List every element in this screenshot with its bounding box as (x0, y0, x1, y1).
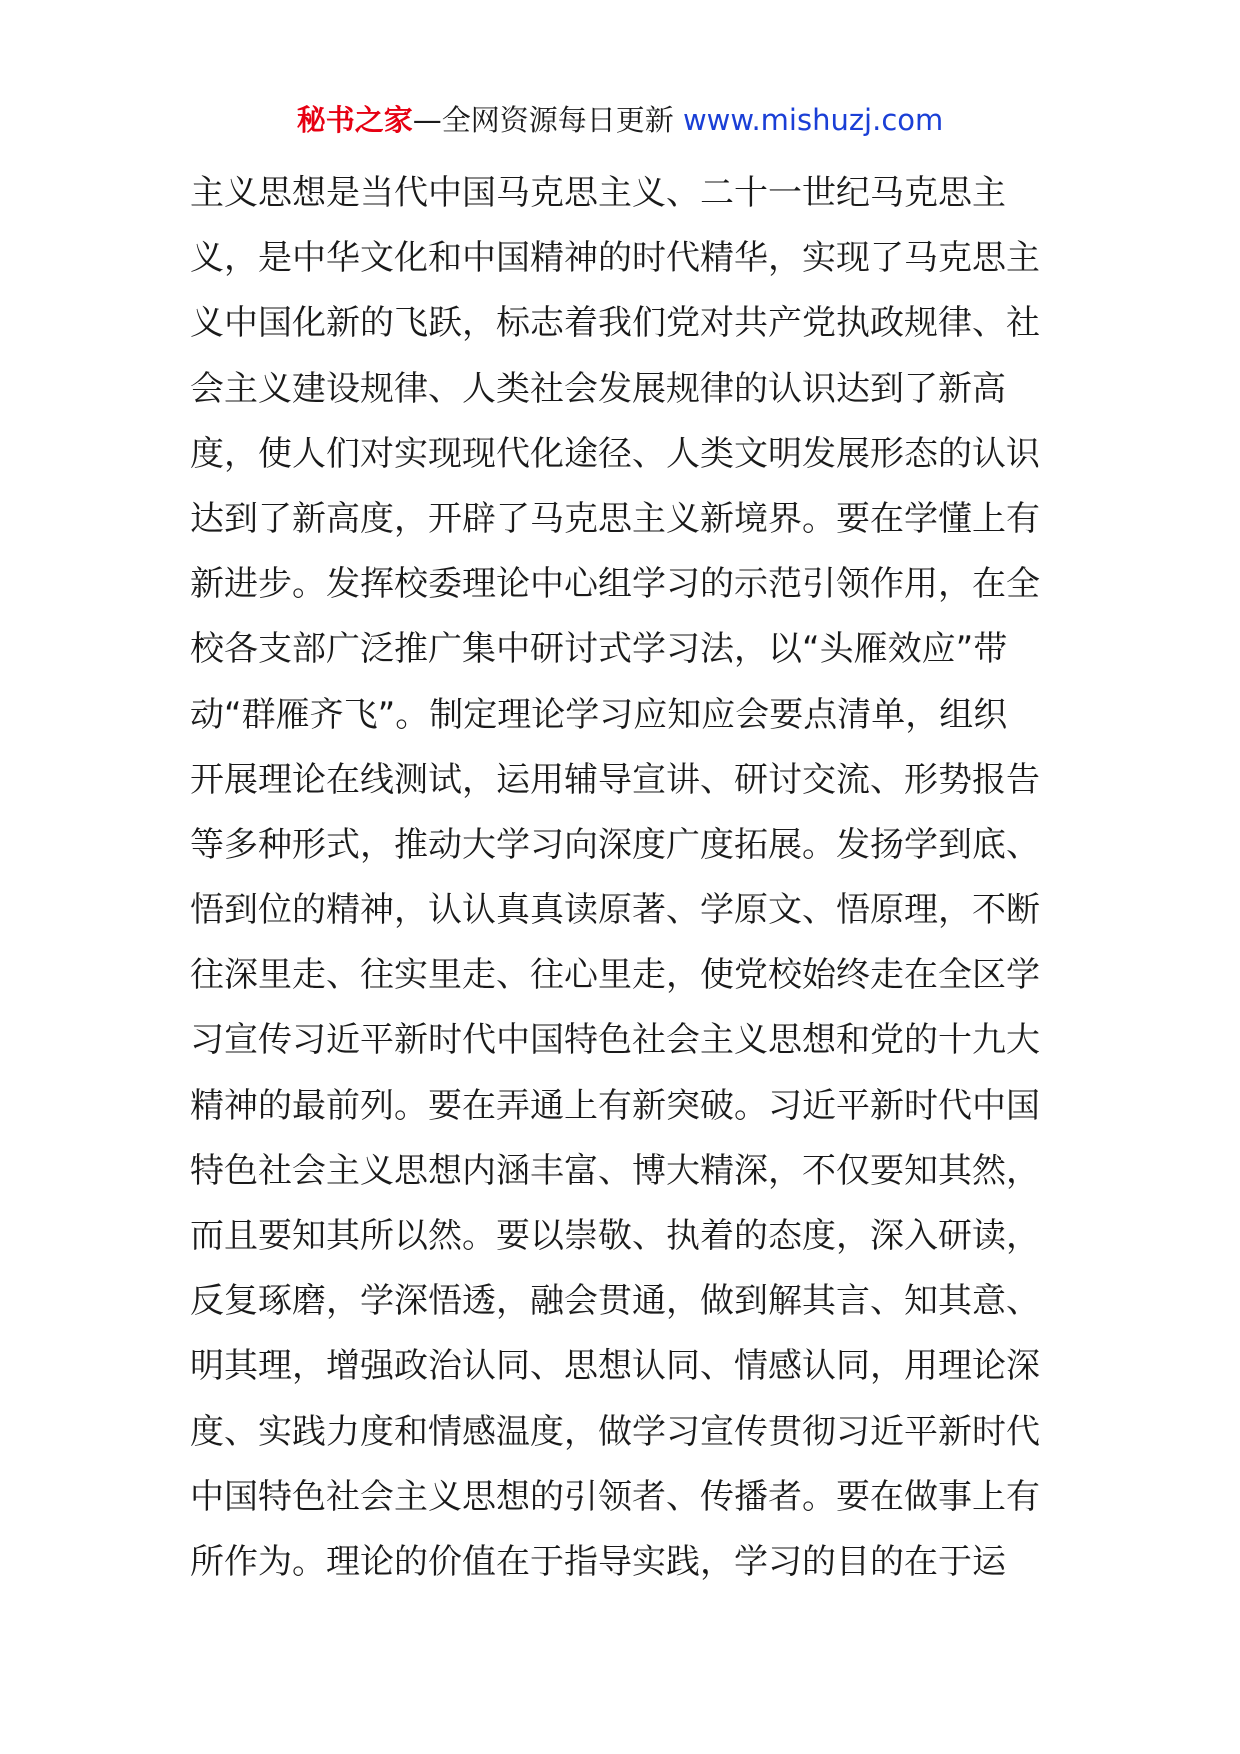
text-line: 度、实践力度和情感温度，做学习宣传贯彻习近平新时代 (190, 1411, 1040, 1452)
text-line: 义，是中华文化和中国精神的时代精华，实现了马克思主 (190, 238, 1040, 279)
header-tagline: —全网资源每日更新 (412, 103, 674, 137)
text-line: 悟到位的精神，认认真真读原著、学原文、悟原理，不断 (190, 890, 1040, 931)
text-line: 新进步。发挥校委理论中心组学习的示范引领作用，在全 (190, 564, 1040, 605)
text-line: 等多种形式，推动大学习向深度广度拓展。发扬学到底、 (190, 824, 1040, 865)
text-line: 明其理，增强政治认同、思想认同、情感认同，用理论深 (190, 1346, 1040, 1387)
text-line: 度，使人们对实现现代化途径、人类文明发展形态的认识 (190, 433, 1040, 474)
text-line: 开展理论在线测试，运用辅导宣讲、研讨交流、形势报告 (190, 759, 1040, 800)
site-url-link[interactable]: www.mishuzj.com (682, 103, 944, 137)
text-line: 特色社会主义思想内涵丰富、博大精深，不仅要知其然， (190, 1150, 1040, 1191)
text-line: 动“群雁齐飞”。制定理论学习应知应会要点清单，组织 (190, 694, 1008, 735)
body-paragraph (190, 161, 1050, 1595)
text-line: 精神的最前列。要在弄通上有新突破。习近平新时代中国 (190, 1085, 1040, 1126)
text-line: 主义思想是当代中国马克思主义、二十一世纪马克思主 (190, 173, 1006, 213)
text-line: 习宣传习近平新时代中国特色社会主义思想和党的十九大 (190, 1020, 1040, 1061)
text-line: 义中国化新的飞跃，标志着我们党对共产党执政规律、社 (190, 303, 1040, 344)
text-line: 而且要知其所以然。要以崇敬、执着的态度，深入研读， (190, 1216, 1040, 1256)
text-line: 会主义建设规律、人类社会发展规律的认识达到了新高 (190, 368, 1006, 409)
text-line: 达到了新高度，开辟了马克思主义新境界。要在学懂上有 (190, 498, 1040, 539)
page-header (0, 100, 1240, 140)
text-line: 反复琢磨，学深悟透，融会贯通，做到解其言、知其意、 (190, 1281, 1040, 1322)
brand-name: 秘书之家 (296, 103, 413, 137)
text-line: 中国特色社会主义思想的引领者、传播者。要在做事上有 (190, 1476, 1040, 1517)
text-line: 校各支部广泛推广集中研讨式学习法，以“头雁效应”带 (190, 629, 1008, 670)
text-line: 往深里走、往实里走、往心里走，使党校始终走在全区学 (190, 955, 1040, 996)
text-line: 所作为。理论的价值在于指导实践，学习的目的在于运 (190, 1541, 1006, 1582)
